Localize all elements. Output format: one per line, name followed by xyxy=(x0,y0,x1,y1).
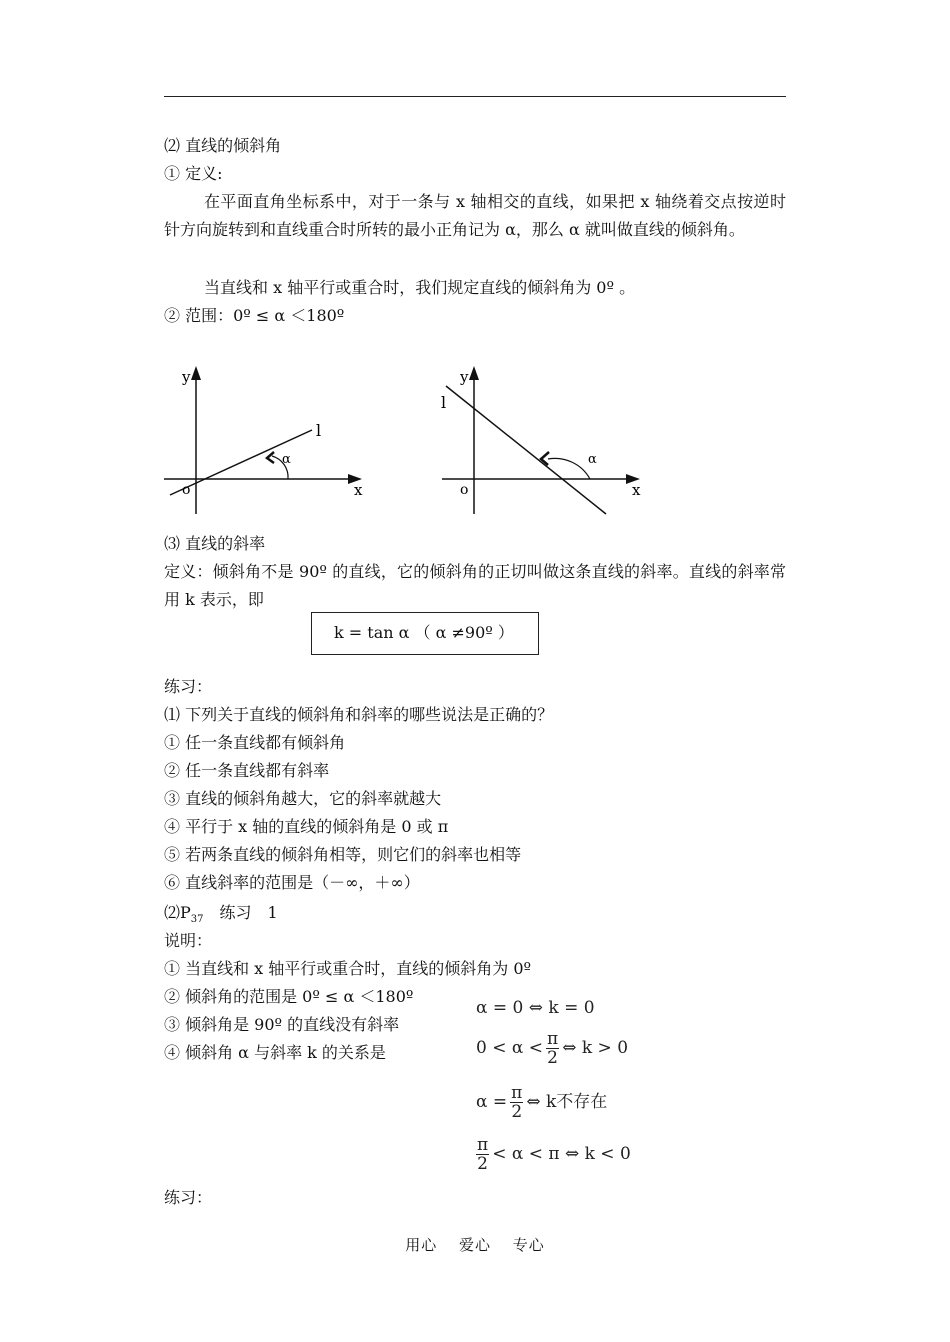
ref-page: 37 xyxy=(190,914,204,926)
line-label: l xyxy=(441,393,447,412)
practice-question: ⑴ 下列关于直线的倾斜角和斜率的哪些说法是正确的？ xyxy=(164,705,554,724)
page-footer xyxy=(0,1234,950,1255)
footer-word: 爱心 xyxy=(458,1236,491,1254)
relation-acute xyxy=(476,1030,628,1067)
practice-title: 练习： xyxy=(164,677,213,696)
practice-item: ⑥ 直线斜率的范围是（－∞，＋∞） xyxy=(164,873,420,892)
relation-obtuse xyxy=(476,1136,631,1173)
angle-arrow xyxy=(267,452,274,463)
footer-word: 专心 xyxy=(512,1236,545,1254)
figure-acute-angle xyxy=(160,362,370,522)
definition-paragraph: 在平面直角坐标系中，对于一条与 x 轴相交的直线，如果把 x 轴绕着交点按逆时针方向旋转到和直线重合时所转的最小正角记为 α，那么 α 就叫做直线的倾斜角。 xyxy=(164,192,786,239)
ref-rest: 练习 1 xyxy=(203,903,278,922)
y-label: y xyxy=(460,368,469,386)
definition-label: ① 定义: xyxy=(164,164,223,183)
fraction-pi-over-2 xyxy=(476,1136,489,1173)
footer-word: 用心 xyxy=(405,1236,438,1254)
slope-formula-box: k = tan α （ α ≠90º ） xyxy=(311,612,539,655)
practice2-title: 练习： xyxy=(164,1188,213,1207)
fraction-denominator: 2 xyxy=(477,1154,488,1174)
line-l xyxy=(446,386,606,514)
practice-item: ③ 直线的倾斜角越大，它的斜率就越大 xyxy=(164,789,442,808)
angle-label: α xyxy=(588,452,597,467)
note-item: ① 当直线和 x 轴平行或重合时，直线的倾斜角为 0º xyxy=(164,959,532,978)
figure-obtuse-angle xyxy=(438,362,650,522)
slope-definition: 定义：倾斜角不是 90º 的直线，它的倾斜角的正切叫做这条直线的斜率。直线的斜率常用 k 表示，即 xyxy=(164,562,786,609)
relation-right xyxy=(476,1084,607,1121)
practice-item: ⑤ 若两条直线的倾斜角相等，则它们的斜率也相等 xyxy=(164,845,522,864)
parallel-rule-paragraph: 当直线和 x 轴平行或重合时，我们规定直线的倾斜角为 0º 。 xyxy=(204,278,636,297)
textbook-reference xyxy=(164,903,278,930)
header-rule xyxy=(164,96,786,97)
relation-obtuse-rhs: < α < π ⇔ k < 0 xyxy=(492,1144,631,1164)
note-item: ③ 倾斜角是 90º 的直线没有斜率 xyxy=(164,1015,400,1034)
relation-acute-rhs: ⇔ k > 0 xyxy=(562,1038,629,1058)
angle-label: α xyxy=(282,452,291,467)
notes-title: 说明： xyxy=(164,931,213,950)
fraction-numerator: π xyxy=(511,1083,523,1103)
x-label: x xyxy=(354,481,363,499)
y-axis-arrow xyxy=(191,366,201,380)
range-statement: ② 范围：0º ≤ α ＜180º xyxy=(164,306,345,325)
fraction-denominator: 2 xyxy=(547,1048,558,1068)
angle-arc xyxy=(548,458,590,479)
y-label: y xyxy=(182,368,191,386)
practice-item: ② 任一条直线都有斜率 xyxy=(164,761,330,780)
section-heading-inclination: ⑵ 直线的倾斜角 xyxy=(164,136,282,155)
practice-item: ④ 平行于 x 轴的直线的倾斜角是 0 或 π xyxy=(164,817,449,836)
origin-label: o xyxy=(460,482,469,498)
section-heading-slope: ⑶ 直线的斜率 xyxy=(164,534,266,553)
fraction-denominator: 2 xyxy=(511,1102,523,1122)
note-item: ② 倾斜角的范围是 0º ≤ α ＜180º xyxy=(164,987,414,1006)
ref-main: ⑵P xyxy=(164,903,191,922)
x-label: x xyxy=(632,481,641,499)
relation-right-rhs: ⇔ k不存在 xyxy=(526,1092,608,1112)
relation-right-lhs: α = xyxy=(476,1092,508,1112)
line-label: l xyxy=(316,421,322,440)
relation-zero: α = 0 ⇔ k = 0 xyxy=(476,998,595,1018)
y-axis-arrow xyxy=(469,366,479,380)
relation-acute-lhs: 0 < α < xyxy=(476,1038,543,1058)
practice-item: ① 任一条直线都有倾斜角 xyxy=(164,733,346,752)
fraction-numerator: π xyxy=(477,1135,489,1155)
origin-label: o xyxy=(182,482,191,498)
fraction-pi-over-2 xyxy=(546,1030,559,1067)
fraction-numerator: π xyxy=(547,1029,559,1049)
note-item: ④ 倾斜角 α 与斜率 k 的关系是 xyxy=(164,1043,386,1062)
fraction-pi-over-2 xyxy=(510,1084,523,1121)
